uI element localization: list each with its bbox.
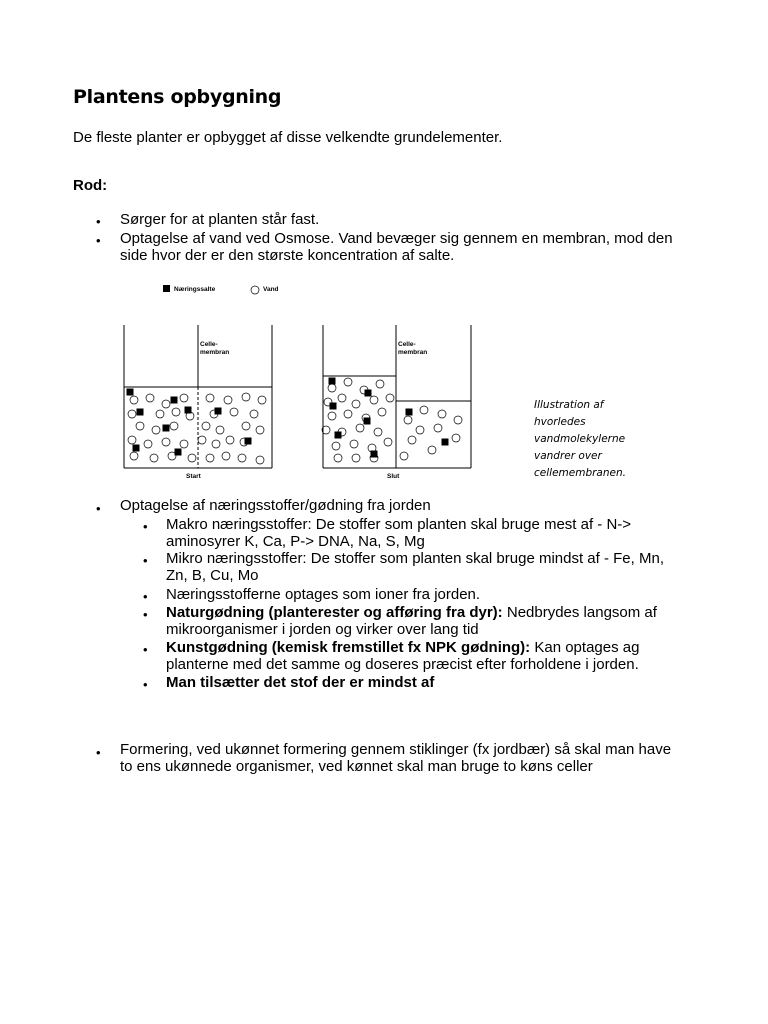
section-heading-rod: Rod: — [73, 177, 108, 194]
salt-particle — [185, 407, 192, 414]
list-item-text: Optagelse af vand ved Osmose. Vand bevæger sig gennem en membran, mod den — [120, 230, 673, 247]
bullet-icon: • — [143, 553, 148, 568]
sub-item-text: Kan optages ag — [530, 639, 640, 656]
salt-particle — [133, 445, 140, 452]
list-item-text: Formering, ved ukønnet formering gennem stiklinger (fx jordbær) så skal man have — [120, 741, 672, 758]
sub-item-bold: Naturgødning (planterester og afføring fra dyr): — [166, 604, 503, 621]
bullet-icon: • — [143, 677, 148, 692]
salt-particle — [365, 390, 372, 397]
sub-item-text: Nedbrydes langsom af — [502, 604, 657, 621]
salt-legend-icon — [163, 285, 170, 292]
sub-item-text: aminosyrer K, Ca, P-> DNA, Na, S, Mg — [166, 533, 425, 550]
membrane-label: membran — [200, 349, 230, 356]
membrane-label: Celle- — [398, 341, 416, 348]
sub-item-natural-fertilizer — [166, 604, 726, 638]
salt-particle — [137, 409, 144, 416]
salt-particle — [245, 438, 252, 445]
caption-line: vandrer over — [534, 450, 602, 462]
sub-item-text: mikroorganismer i jorden og virker over lang tid — [166, 621, 479, 638]
list-item-text: to ens ukønnede organismer, ved kønnet skal man bruge to køns celler — [120, 758, 593, 775]
list-item-stand — [120, 211, 720, 228]
sub-item-ions: Næringsstofferne optages som ioner fra jorden. — [166, 586, 481, 603]
legend-salt-label: Næringssalte — [174, 286, 216, 293]
diagram-caption — [534, 397, 644, 482]
salt-particle — [406, 409, 413, 416]
salt-particle — [442, 439, 449, 446]
salt-particle — [329, 378, 336, 385]
caption-line: Illustration af — [534, 399, 604, 411]
bullet-icon: • — [143, 642, 148, 657]
page-title: Plantens opbygning — [73, 86, 282, 108]
sub-item-least: Man tilsætter det stof der er mindst af — [166, 674, 435, 691]
bullet-icon: • — [143, 519, 148, 534]
salt-particle — [171, 397, 178, 404]
membrane-label: Celle- — [200, 341, 218, 348]
caption-line: cellemembranen. — [534, 467, 626, 479]
sub-item-macro — [166, 516, 726, 550]
list-item-nutrients: Optagelse af næringsstoffer/gødning fra jorden — [120, 497, 431, 514]
list-item-reproduction — [120, 741, 740, 775]
salt-particle — [215, 408, 222, 415]
bullet-icon: • — [96, 501, 101, 516]
caption-line: hvorledes — [534, 416, 586, 428]
sub-item-bold: Kunstgødning (kemisk fremstillet fx NPK gødning): — [166, 639, 531, 656]
bullet-icon: • — [143, 589, 148, 604]
end-label: Slut — [387, 473, 400, 480]
bullet-icon: • — [143, 607, 148, 622]
start-label: Start — [186, 473, 201, 480]
salt-particle — [330, 403, 337, 410]
sub-item-text: Makro næringsstoffer: De stoffer som planten skal bruge mest af - N-> — [166, 516, 632, 533]
sub-item-text: Mikro næringsstoffer: De stoffer som planten skal bruge mindst af - Fe, Mn, — [166, 550, 664, 567]
caption-line: vandmolekylerne — [534, 433, 626, 445]
bullet-icon: • — [96, 233, 101, 248]
salt-particle — [371, 451, 378, 458]
sub-item-text: Zn, B, Cu, Mo — [166, 567, 259, 584]
list-item-text: Sørger for at planten står fast. — [120, 211, 320, 228]
sub-item-micro — [166, 550, 726, 584]
osmosis-diagram — [120, 280, 472, 482]
salt-particle — [127, 389, 134, 396]
salt-particle — [175, 449, 182, 456]
salt-particle — [163, 425, 170, 432]
bullet-icon: • — [96, 214, 101, 229]
list-item-text: side hvor der er den største koncentration af salte. — [120, 247, 455, 264]
list-item-osmosis — [120, 230, 730, 264]
salt-particle — [364, 418, 371, 425]
bullet-icon: • — [96, 745, 101, 760]
sub-item-artificial-fertilizer — [166, 639, 726, 673]
legend-water-label: Vand — [263, 286, 279, 293]
membrane-label: membran — [398, 349, 428, 356]
sub-item-text: planterne med det samme og doseres præcist efter forholdene i jorden. — [166, 656, 639, 673]
salt-particle — [335, 432, 342, 439]
intro-paragraph: De fleste planter er opbygget af disse velkendte grundelementer. — [73, 129, 503, 146]
